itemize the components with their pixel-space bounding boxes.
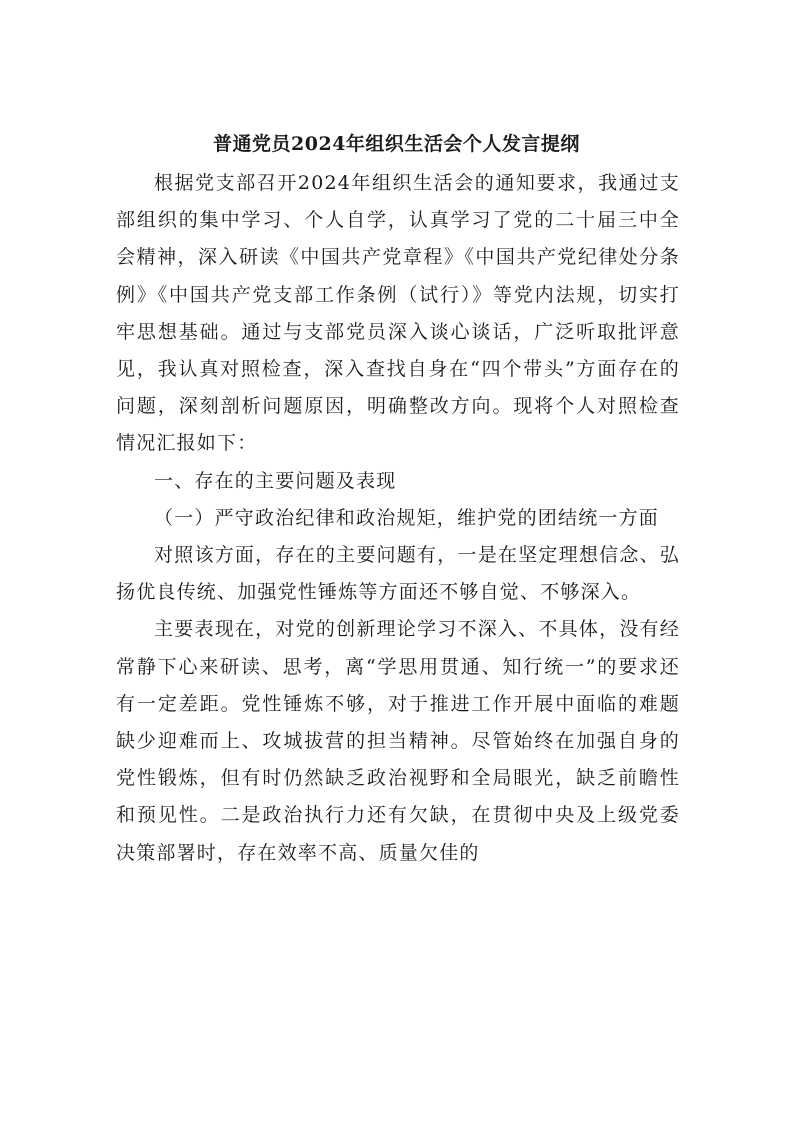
body-paragraph: 对照该方面，存在的主要问题有，一是在坚定理想信念、弘扬优良传统、加强党性锤炼等方面还不够自觉、不够深入。 — [116, 544, 680, 604]
body-paragraph: 主要表现在，对党的创新理论学习不深入、不具体，没有经常静下心来研读、思考，离“学思用贯通、知行统一”的要求还有一定差距。党性锤炼不够，对于推进工作开展中面临的难题缺少迎难而上、攻城拔营的担当精神。尽管始终在加强自身的党性锻炼，但有时仍然缺乏政治视野和全局眼光，缺乏前瞻性和预见性。二是政治执行力还有欠缺，在贯彻中央及上级党委决策部署时，存在效率不高、质量欠佳的 — [116, 618, 680, 864]
section-heading: 一、存在的主要问题及表现 — [154, 469, 397, 492]
intro-paragraph: 根据党支部召开2024年组织生活会的通知要求，我通过支部组织的集中学习、个人自学，认真学习了党的二十届三中全会精神，深入研读《中国共产党章程》《中国共产党纪律处分条例》《中国共产党支部工作条例（试行）》等党内法规，切实打牢思想基础。通过与支部党员深入谈心谈话，广泛听取批评意见，我认真对照检查，深入查找自身在“四个带头”方面存在的问题，深刻剖析问题原因，明确整改方向。现将个人对照检查情况汇报如下： — [116, 172, 680, 455]
page-title: 普通党员2024年组织生活会个人发言提纲 — [213, 133, 580, 155]
document-body — [116, 165, 680, 872]
subsection-heading: （一）严守政治纪律和政治规矩，维护党的团结统一方面 — [154, 506, 660, 529]
